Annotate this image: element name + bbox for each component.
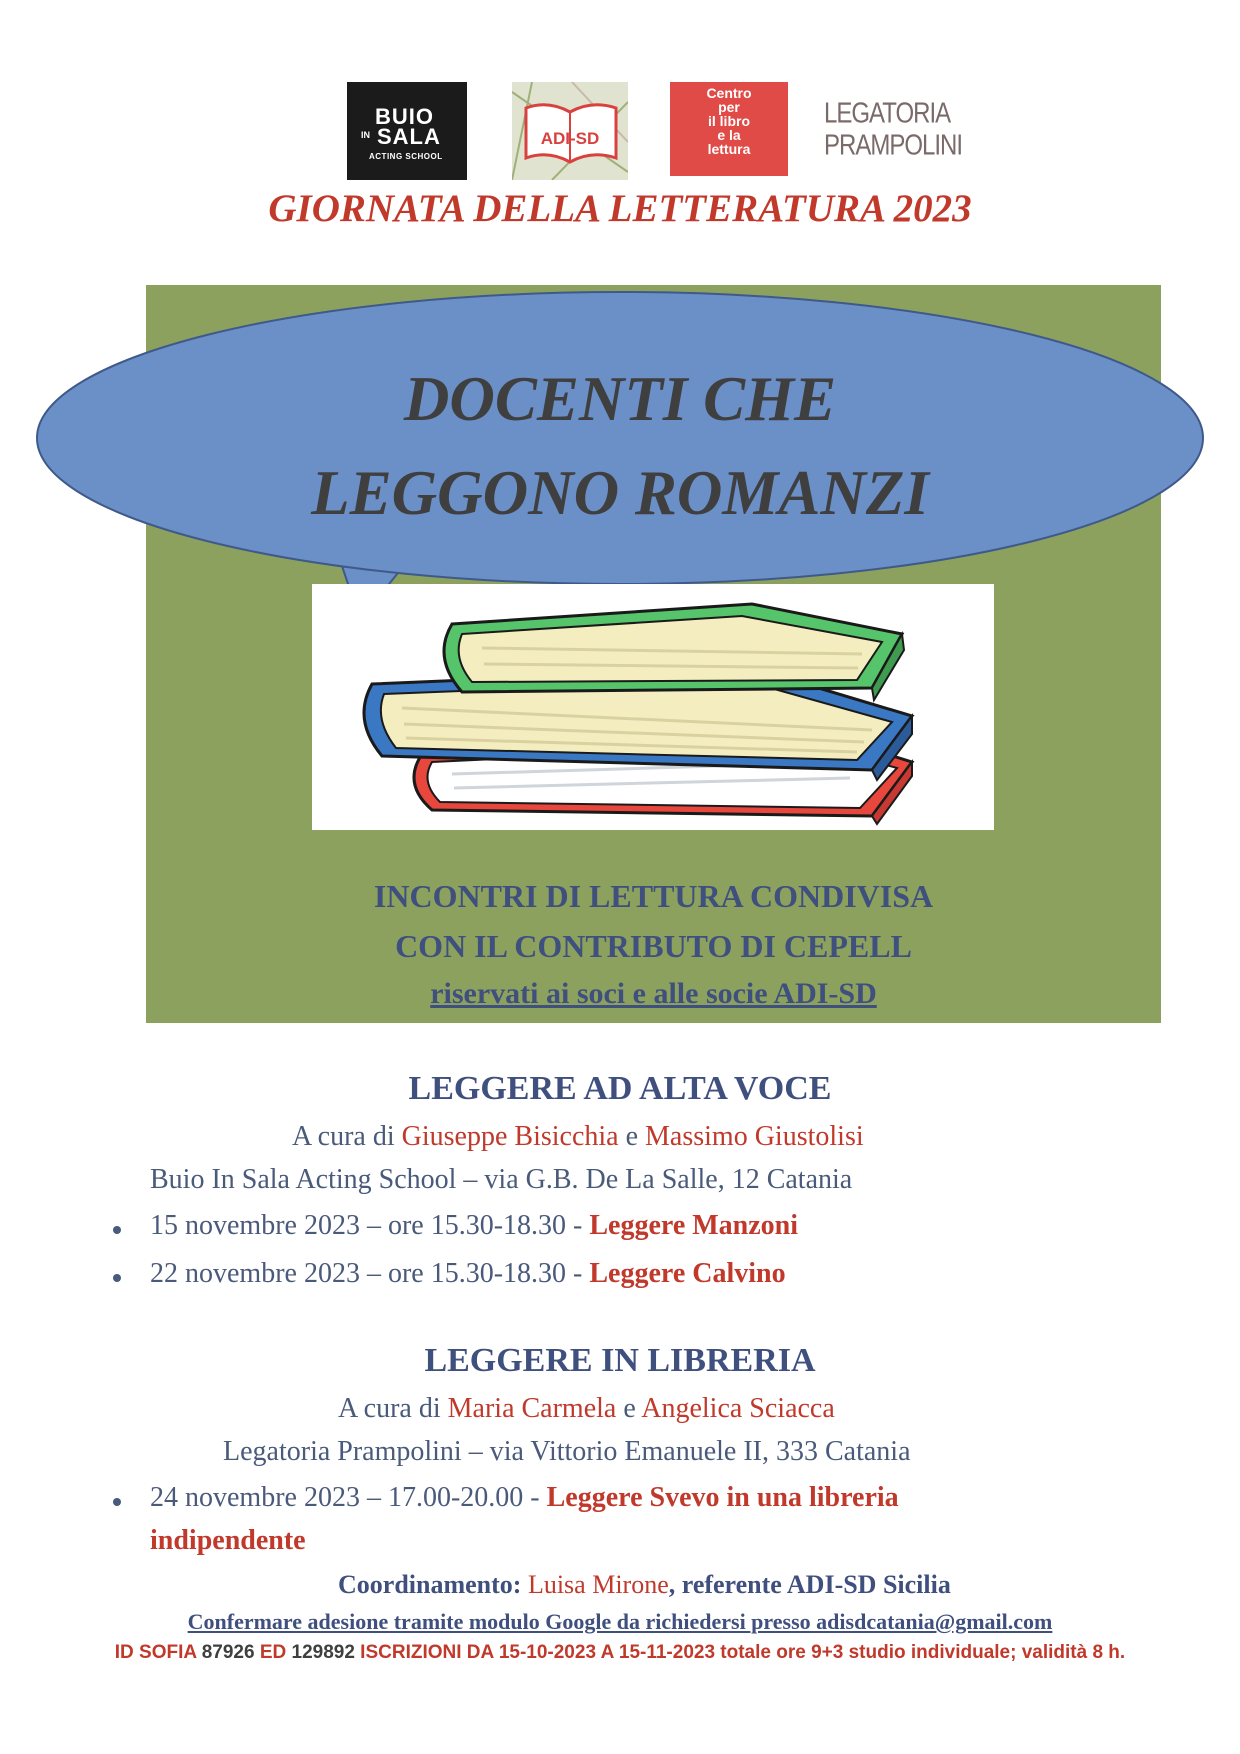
books-illustration bbox=[312, 584, 994, 830]
section-title-alta-voce: LEGGERE AD ALTA VOCE bbox=[408, 1070, 832, 1107]
curators-line bbox=[338, 1393, 835, 1425]
logo-text: IN bbox=[361, 130, 370, 140]
date-time: 22 novembre 2023 – ore 15.30-18.30 - bbox=[150, 1258, 590, 1289]
coordinator-name: Luisa Mirone bbox=[527, 1570, 669, 1599]
logo-text: SALA bbox=[377, 124, 441, 149]
coordination-line bbox=[338, 1570, 951, 1600]
logo-text: PRAMPOLINI bbox=[824, 129, 963, 162]
subheadline-line-2: CON IL CONTRIBUTO DI CEPELL bbox=[395, 928, 912, 964]
logo-text: e la bbox=[717, 127, 741, 143]
venue-line: Buio In Sala Acting School – via G.B. De La Salle, 12 Catania bbox=[150, 1164, 853, 1195]
ed-id: 129892 bbox=[291, 1642, 355, 1663]
event-title: GIORNATA DELLA LETTERATURA 2023 bbox=[268, 187, 972, 230]
curator-name: Maria Carmela bbox=[447, 1393, 617, 1424]
bullet-icon bbox=[113, 1498, 121, 1506]
logo-text: per bbox=[718, 99, 740, 115]
logo-text: Centro bbox=[706, 85, 752, 101]
logo-text: il libro bbox=[708, 113, 750, 129]
subheadline-line-3: riservati ai soci e alle socie ADI-SD bbox=[430, 977, 877, 1010]
curator-join: e bbox=[616, 1393, 642, 1424]
bullet-icon bbox=[113, 1274, 121, 1282]
curator-prefix: A cura di bbox=[338, 1393, 448, 1424]
date-time: 15 novembre 2023 – ore 15.30-18.30 - bbox=[150, 1210, 590, 1241]
date-item bbox=[150, 1210, 798, 1242]
speech-bubble bbox=[0, 0, 1240, 660]
date-time: 24 novembre 2023 – 17.00-20.00 - bbox=[150, 1482, 547, 1513]
date-item bbox=[150, 1482, 899, 1514]
headline-line-1: DOCENTI CHE bbox=[403, 364, 837, 434]
headline bbox=[40, 352, 1200, 540]
footer-id-line bbox=[0, 1642, 1240, 1664]
logo-text: LEGATORIA bbox=[824, 97, 951, 130]
reading-title: Leggere Calvino bbox=[589, 1258, 786, 1289]
coordinator-role: , referente ADI-SD Sicilia bbox=[668, 1570, 951, 1599]
curator-name: Giuseppe Bisicchia bbox=[401, 1121, 619, 1152]
curators-line bbox=[292, 1121, 864, 1153]
section-title-libreria: LEGGERE IN LIBRERIA bbox=[424, 1342, 816, 1379]
reading-title-continued: indipendente bbox=[150, 1525, 306, 1556]
curator-name: Angelica Sciacca bbox=[641, 1393, 835, 1424]
curator-prefix: A cura di bbox=[292, 1121, 402, 1152]
logo-text: lettura bbox=[707, 141, 751, 157]
footer-text: ED bbox=[254, 1642, 292, 1663]
confirmation-link[interactable]: Confermare adesione tramite modulo Google da richiedersi presso adisdcatania@gmail.com bbox=[187, 1609, 1053, 1634]
reading-title: Leggere Manzoni bbox=[589, 1210, 799, 1241]
venue-line: Legatoria Prampolini – via Vittorio Emanuele II, 333 Catania bbox=[223, 1436, 911, 1467]
subheadline-line-1: INCONTRI DI LETTURA CONDIVISA bbox=[373, 878, 934, 914]
reading-title: Leggere Svevo in una libreria bbox=[546, 1482, 899, 1513]
sofia-id: 87926 bbox=[201, 1642, 255, 1663]
logo-text: ACTING SCHOOL bbox=[369, 152, 443, 161]
curator-name: Massimo Giustolisi bbox=[645, 1121, 864, 1152]
curator-join: e bbox=[618, 1121, 646, 1152]
logo-text: ADI-SD bbox=[540, 129, 600, 148]
logo-text: BUIO bbox=[375, 104, 434, 129]
books-stack-icon bbox=[312, 584, 994, 830]
footer-text: ISCRIZIONI DA 15-10-2023 A 15-11-2023 totale ore 9+3 studio individuale; validità 8 h. bbox=[354, 1642, 1126, 1663]
footer-text: ID SOFIA bbox=[114, 1642, 202, 1663]
coordination-label: Coordinamento: bbox=[338, 1570, 528, 1599]
bullet-icon bbox=[113, 1226, 121, 1234]
date-item bbox=[150, 1258, 786, 1290]
headline-line-2: LEGGONO ROMANZI bbox=[311, 458, 929, 528]
